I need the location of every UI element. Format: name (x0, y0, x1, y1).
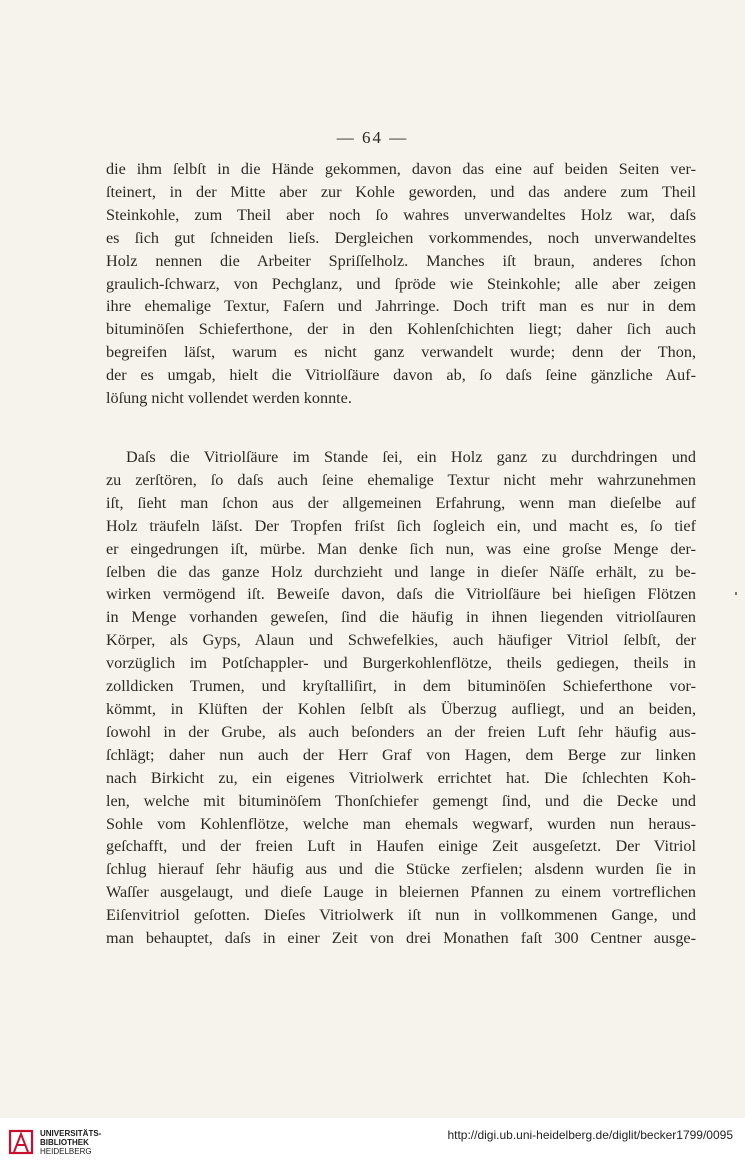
text-line: zu zerſtören, ſo daſs auch ſeine ehemalige Textur nicht mehr wahrzunehmen (106, 470, 696, 489)
text-line: es ſich gut ſchneiden lieſs. Dergleichen vorkommendes, noch unverwandeltes (106, 228, 696, 247)
text-line: Sohle vom Kohlenflötze, welche man ehemals wegwarf, wurden nun heraus- (106, 814, 696, 833)
text-line: Daſs die Vitriolſäure im Stande ſei, ein Holz ganz zu durchdringen und (126, 448, 696, 466)
text-line: ſteinert, in der Mitte aber zur Kohle geworden, und das andere zum Theil (106, 182, 696, 201)
page-number: — 64 — (336, 128, 409, 147)
text-line: begreifen läſst, warum es nicht ganz verwandelt wurde; denn der Thon, (106, 343, 696, 362)
text-line: ſchlägt; daher nun auch der Herr Graf von Hagen, dem Berge zur linken (106, 745, 696, 764)
scan-edge-mark (735, 592, 737, 595)
text-line: geſchafft, und der freien Luft in Haufen einige Zeit ausgeſetzt. Der Vitriol (106, 837, 696, 856)
text-line: iſt, ſieht man ſchon aus der allgemeinen Erfahrung, wenn man dieſelbe auf (106, 493, 696, 512)
footer-bar (0, 1118, 745, 1170)
text-line: len, welche mit bituminöſem Thonſchiefer gemengt ſind, und die Decke und (106, 791, 696, 810)
text-line: in Menge vorhanden geweſen, ſind die häufig in ihnen liegenden vitriolſauren (106, 608, 696, 627)
text-line: ſowohl in der Grube, als auch beſonders an der freien Luft ſehr häufig aus- (106, 722, 696, 741)
source-url-link[interactable]: http://digi.ub.uni-heidelberg.de/diglit/becker1799/0095 (447, 1128, 733, 1142)
paragraph-2 (106, 446, 696, 950)
text-line: ſchlug hierauf ſehr häufig aus und die Stücke zerfielen; alsdenn wurden ſie in (106, 860, 696, 879)
text-line: er eingedrungen iſt, mürbe. Man denke ſich nun, was eine groſse Menge der- (106, 539, 696, 558)
text-line: nach Birkicht zu, ein eigenes Vitriolwerk errichtet hat. Die ſchlechten Koh- (106, 768, 696, 787)
text-line: man behauptet, daſs in einer Zeit von drei Monathen faſt 300 Centner ausge- (106, 929, 696, 948)
logo-line-3: HEIDELBERG (40, 1146, 92, 1156)
text-line: ihre ehemalige Textur, Faſern und Jahrringe. Doch trift man es nur in dem (106, 297, 696, 316)
text-line: kömmt, in Klüften der Kohlen ſelbſt als Überzug aufliegt, und an beiden, (106, 699, 696, 718)
logo-line-1: UNIVERSITÄTS- (40, 1128, 102, 1138)
text-line: Holz nennen die Arbeiter Spriſſelholz. Manches iſt braun, anderes ſchon (106, 251, 696, 270)
paragraph-1 (106, 158, 696, 410)
text-line: wirken vermögend iſt. Beweiſe davon, daſs die Vitriolſäure bei hieſigen Flötzen (106, 585, 696, 604)
library-logo[interactable] (8, 1128, 101, 1156)
text-line: bituminöſen Schieferthone, der in den Kohlenſchichten liegt; daher ſich auch (106, 320, 696, 339)
text-line: Holz träufeln läſst. Der Tropfen friſst ſich ſogleich ein, und macht es, ſo tief (106, 516, 696, 535)
text-line: ſelben die das ganze Holz durchzieht und lange in dieſer Näſſe erhält, zu be- (106, 562, 696, 581)
text-line: Körper, als Gyps, Alaun und Schwefelkies, auch häufiger Vitriol ſelbſt, der (106, 631, 696, 650)
library-logo-icon (8, 1128, 36, 1156)
text-line: der es umgab, hielt die Vitriolſäure davon ab, ſo daſs ſeine gänzliche Auf- (106, 366, 696, 385)
text-line: die ihm ſelbſt in die Hände gekommen, davon das eine auf beiden Seiten ver- (106, 160, 696, 178)
text-line: Steinkohle, zum Theil aber noch ſo wahres unverwandeltes Holz war, daſs (106, 205, 696, 224)
text-line: vorzüglich im Potſchappler- und Burgerkohlenflötze, theils gediegen, theils in (106, 654, 696, 673)
text-line: Waſſer ausgelaugt, und dieſe Lauge in bleiernen Pfannen zu einem vortreflichen (106, 883, 696, 902)
text-line: löſung nicht vollendet werden konnte. (106, 389, 352, 408)
logo-line-2: BIBLIOTHEK (40, 1137, 89, 1147)
text-line: graulich-ſchwarz, von Pechglanz, und ſpröde wie Steinkohle; alle aber zeigen (106, 274, 696, 293)
text-line: zolldicken Trumen, und kryſtalliſirt, in dem bituminöſen Schieferthone vor- (106, 677, 696, 696)
text-line: Eiſenvitriol geſotten. Dieſes Vitriolwerk iſt nun in vollkommenen Gange, und (106, 906, 696, 925)
